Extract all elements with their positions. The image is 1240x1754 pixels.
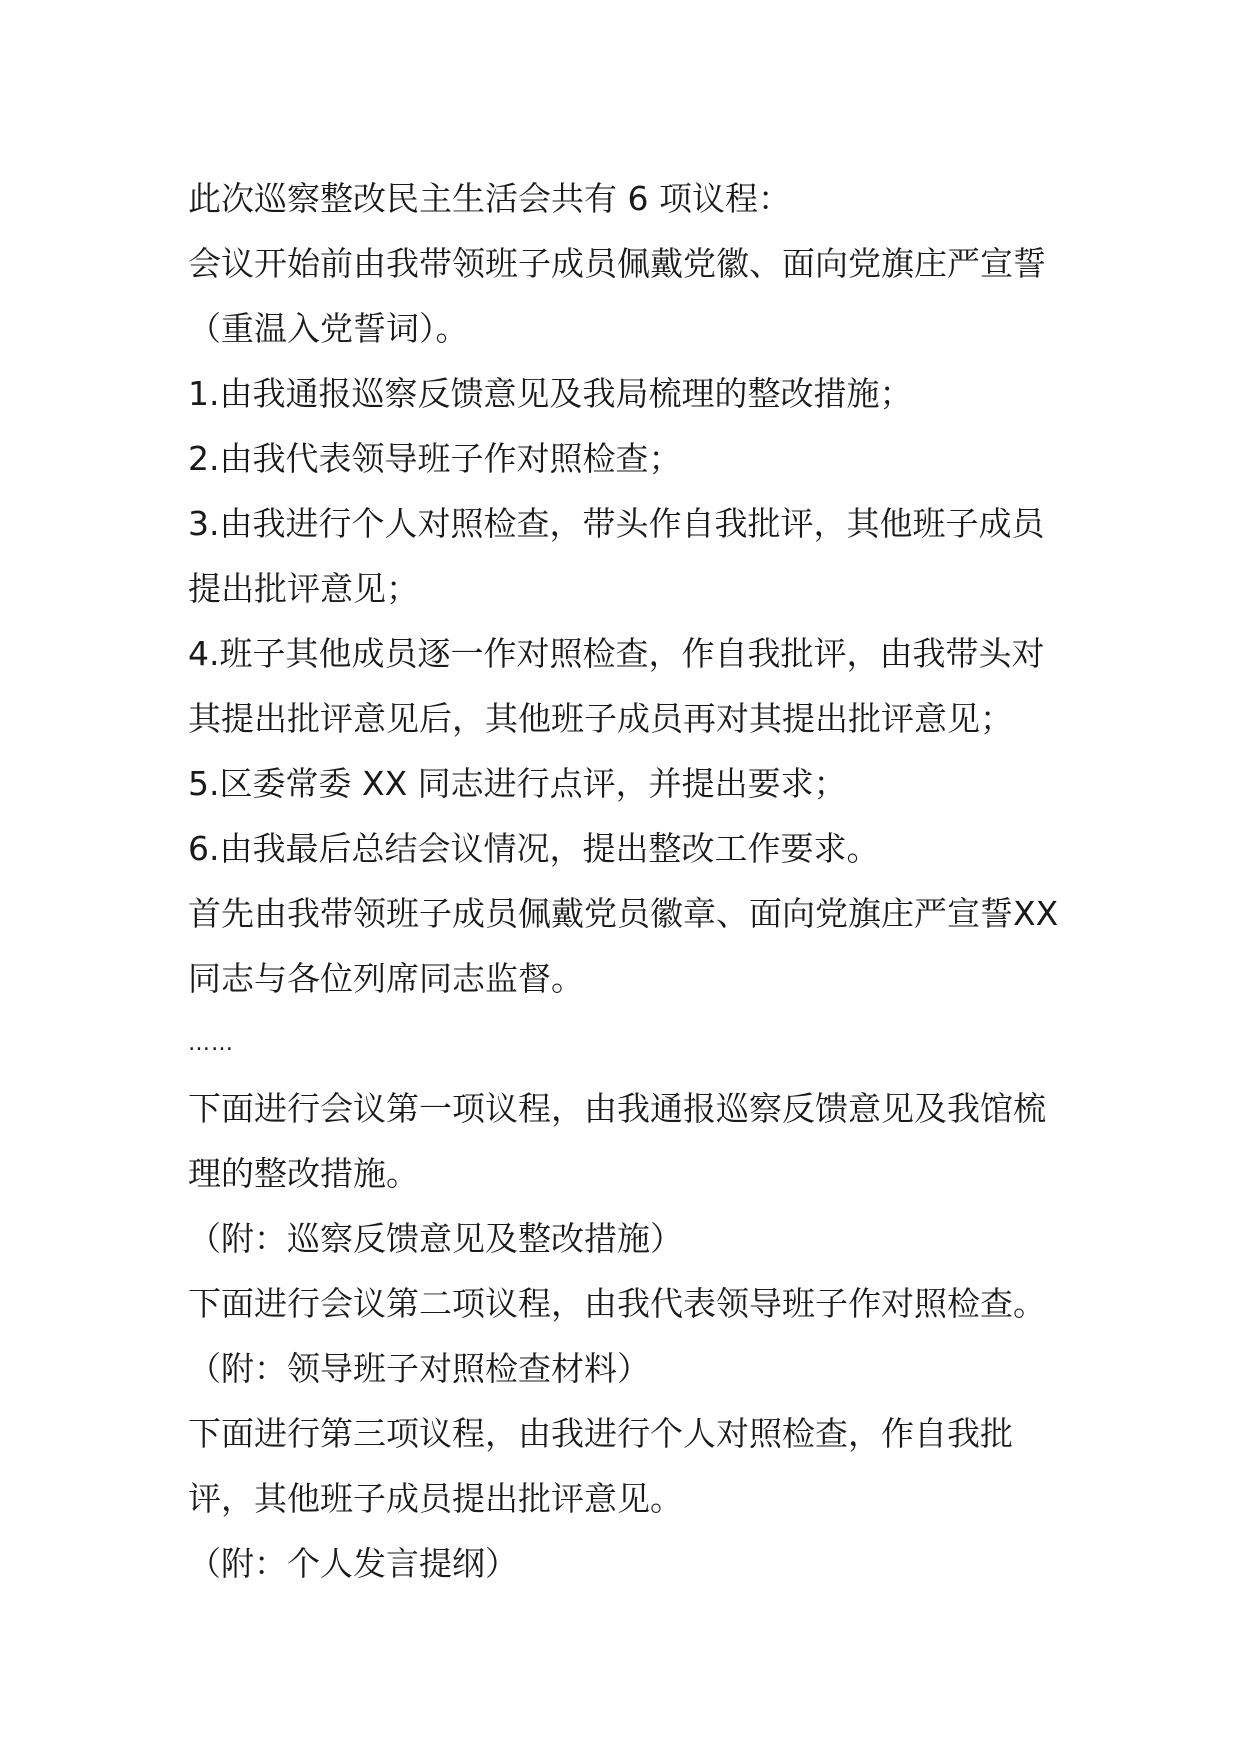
third-agenda-paragraph: 下面进行第三项议程，由我进行个人对照检查，作自我批评，其他班子成员提出批评意见。 bbox=[188, 1414, 1013, 1518]
agenda-item-4: 4.班子其他成员逐一作对照检查，作自我批评，由我带头对其提出批评意见后，其他班子成员再对其提出批评意见； bbox=[188, 634, 1045, 738]
agenda-item-5: 5.区委常委 XX 同志进行点评，并提出要求； bbox=[188, 764, 847, 803]
agenda-item-3: 3.由我进行个人对照检查，带头作自我批评，其他班子成员提出批评意见； bbox=[188, 504, 1045, 608]
oath-paragraph: 会议开始前由我带领班子成员佩戴党徽、面向党旗庄严宣誓（重温入党誓词）。 bbox=[188, 244, 1046, 348]
second-agenda-attachment: （附：领导班子对照检查材料） bbox=[188, 1349, 650, 1388]
agenda-item-6: 6.由我最后总结会议情况，提出整改工作要求。 bbox=[188, 829, 880, 868]
agenda-item-1: 1.由我通报巡察反馈意见及我局梳理的整改措施； bbox=[188, 374, 913, 413]
agenda-intro-paragraph: 此次巡察整改民主生活会共有 6 项议程： bbox=[188, 179, 791, 218]
ellipsis-line: …… bbox=[188, 1031, 234, 1056]
agenda-item-2: 2.由我代表领导班子作对照检查； bbox=[188, 439, 682, 478]
first-agenda-paragraph: 下面进行会议第一项议程，由我通报巡察反馈意见及我馆梳理的整改措施。 bbox=[188, 1089, 1046, 1193]
document-body bbox=[188, 166, 1068, 1596]
second-agenda-paragraph: 下面进行会议第二项议程，由我代表领导班子作对照检查。 bbox=[188, 1284, 1046, 1323]
third-agenda-attachment: （附：个人发言提纲） bbox=[188, 1544, 518, 1583]
first-agenda-attachment: （附：巡察反馈意见及整改措施） bbox=[188, 1219, 683, 1258]
opening-oath-paragraph: 首先由我带领班子成员佩戴党员徽章、面向党旗庄严宣誓XX 同志与各位列席同志监督。 bbox=[188, 894, 1059, 998]
